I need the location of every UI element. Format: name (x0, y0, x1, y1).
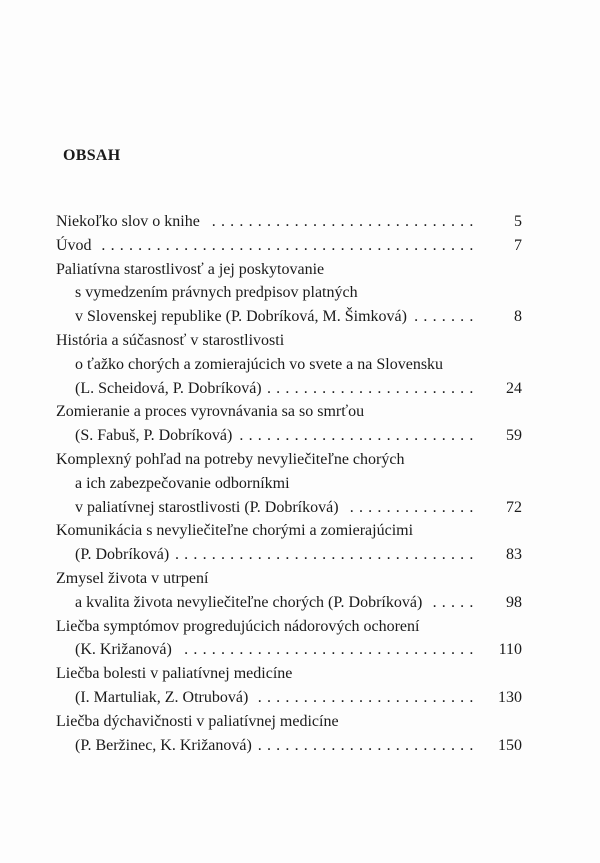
toc-entry (56, 567, 522, 615)
toc-line (56, 567, 522, 591)
chapter-title: Liečba dýchavičnosti v paliatívnej medicíne (56, 712, 339, 730)
chapter-title: História a súčasnosť v starostlivosti (56, 331, 285, 349)
page-number: 98 (506, 593, 522, 611)
toc-entry (56, 448, 522, 519)
toc-entry (56, 710, 522, 758)
toc-line (56, 377, 522, 401)
dot-leader (268, 377, 474, 401)
toc-line (56, 615, 522, 639)
chapter-title-continuation: v paliatívnej starostlivosti (P. Dobríková) (75, 498, 339, 516)
toc-line (56, 472, 522, 496)
page-number: 83 (506, 546, 522, 564)
chapter-title-continuation: (I. Martuliak, Z. Otrubová) (75, 688, 249, 706)
dot-leader (238, 424, 474, 448)
chapter-title: Zomieranie a proces vyrovnávania sa so smrťou (56, 403, 365, 421)
toc-entry (56, 662, 522, 710)
chapter-title: Liečba symptómov progredujúcich nádorových ochorení (56, 617, 420, 635)
page-number: 5 (514, 213, 522, 230)
page-number: 8 (514, 308, 522, 326)
toc-line (56, 519, 522, 543)
page-number: 72 (506, 498, 522, 516)
toc-entry (56, 329, 522, 400)
toc-line (56, 496, 522, 520)
toc-line (56, 305, 522, 329)
toc-line (56, 210, 522, 234)
toc-line (56, 591, 522, 615)
chapter-title: Liečba bolesti v paliatívnej medicíne (56, 665, 293, 683)
toc-line (56, 353, 522, 377)
dot-leader (206, 210, 474, 234)
chapter-title-continuation: (P. Dobríková) (75, 546, 170, 564)
chapter-title-continuation: a kvalita života nevyliečiteľne chorých (P. Dobríková) (75, 593, 423, 611)
page-title: OBSAH (63, 147, 121, 164)
toc-entry (56, 234, 522, 258)
chapter-title-continuation: s vymedzením právnych predpisov platných (75, 284, 358, 302)
toc-entry (56, 615, 522, 663)
toc-line (56, 234, 522, 258)
toc-line (56, 424, 522, 448)
toc-entry (56, 210, 522, 234)
dot-leader (178, 638, 474, 662)
toc-line (56, 710, 522, 734)
page-number: 110 (498, 641, 522, 659)
chapter-title: Niekoľko slov o knihe (56, 213, 200, 230)
dot-leader (175, 543, 474, 567)
toc-line (56, 543, 522, 567)
chapter-title-continuation: (S. Fabuš, P. Dobríková) (75, 427, 233, 445)
chapter-title: Zmysel života v utrpení (56, 569, 209, 587)
chapter-title-continuation: o ťažko chorých a zomierajúcich vo svete a na Slovensku (75, 355, 444, 373)
toc-line (56, 638, 522, 662)
chapter-title: Komplexný pohľad na potreby nevyliečiteľne chorých (56, 450, 405, 468)
toc-line (56, 686, 522, 710)
dot-leader (258, 734, 474, 758)
chapter-title: Paliatívna starostlivosť a jej poskytovanie (56, 260, 325, 278)
toc-line (56, 448, 522, 472)
page-number: 7 (514, 236, 522, 254)
chapter-title-continuation: (L. Scheidová, P. Dobríková) (75, 379, 262, 397)
dot-leader (254, 686, 474, 710)
chapter-title-continuation: v Slovenskej republike (P. Dobríková, M. Šimková) (75, 308, 407, 326)
toc-entry (56, 400, 522, 448)
toc-line (56, 329, 522, 353)
chapter-title: Úvod (56, 236, 92, 254)
toc-line (56, 734, 522, 758)
dot-leader (345, 496, 474, 520)
chapter-title: Komunikácia s nevyliečiteľne chorými a zomierajúcimi (56, 522, 414, 540)
toc-entry (56, 258, 522, 329)
page-number: 24 (506, 379, 522, 397)
page-number: 59 (506, 427, 522, 445)
dot-leader (98, 234, 474, 258)
chapter-title-continuation: (P. Beržinec, K. Križanová) (75, 736, 252, 754)
page-number: 150 (498, 736, 522, 754)
dot-leader (413, 305, 474, 329)
table-of-contents (56, 210, 522, 757)
toc-line (56, 281, 522, 305)
chapter-title-continuation: (K. Križanová) (75, 641, 172, 659)
chapter-title-continuation: a ich zabezpečovanie odborníkmi (75, 474, 290, 492)
toc-line (56, 258, 522, 282)
dot-leader (428, 591, 474, 615)
toc-line (56, 400, 522, 424)
page-number: 130 (498, 688, 522, 706)
toc-line (56, 662, 522, 686)
toc-entry (56, 519, 522, 567)
